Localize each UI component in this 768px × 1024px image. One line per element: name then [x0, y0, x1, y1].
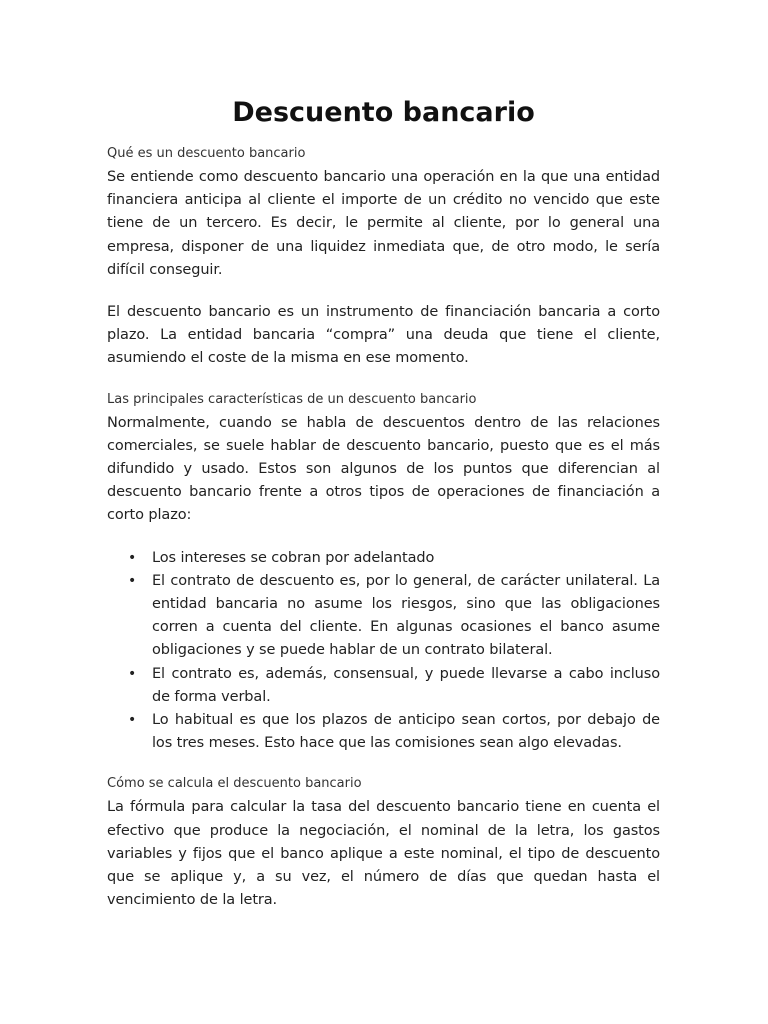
list-item	[128, 570, 660, 663]
bullet-icon: •	[128, 549, 137, 566]
section-como-se-calcula	[107, 774, 660, 912]
list-item	[128, 709, 660, 755]
list-item	[128, 547, 660, 570]
bullet-icon: •	[128, 665, 137, 682]
paragraph: El descuento bancario es un instrumento de financiación bancaria a corto plazo. La entidad bancaria “compra” una deuda que tiene el cliente, asumiendo el coste de la misma en ese momento.	[107, 304, 660, 367]
document-title: Descuento bancario	[232, 97, 535, 128]
list-item-text: El contrato es, además, consensual, y puede llevarse a cabo incluso de forma verbal.	[152, 665, 660, 705]
paragraph: Normalmente, cuando se habla de descuentos dentro de las relaciones comerciales, se suele hablar de descuento bancario, puesto que es el más difundido y usado. Estos son algunos de los puntos que diferencian al descuento bancario frente a otros tipos de operaciones de financiación a corto plazo:	[107, 414, 660, 524]
section-heading: Qué es un descuento bancario	[107, 146, 306, 161]
section-heading: Las principales características de un descuento bancario	[107, 391, 477, 407]
list-item-text: Lo habitual es que los plazos de anticipo sean cortos, por debajo de los tres meses. Esto hace que las comisiones sean algo elevadas.	[152, 712, 660, 752]
bullet-icon: •	[128, 572, 137, 589]
section-que-es	[107, 144, 660, 371]
section-heading: Cómo se calcula el descuento bancario	[107, 776, 362, 792]
paragraph: La fórmula para calcular la tasa del descuento bancario tiene en cuenta el efectivo que produce la negociación, el nominal de la letra, los gastos variables y fijos que el banco aplique a este nominal, el tipo de descuento que se aplique y, a su vez, el número de días que quedan hasta el vencimiento de la letra.	[107, 799, 660, 909]
section-caracteristicas	[107, 390, 660, 756]
bullet-icon: •	[128, 712, 137, 729]
document-page	[107, 96, 660, 931]
list-item-text: El contrato de descuento es, por lo general, de carácter unilateral. La entidad bancaria no asume los riesgos, sino que las obligaciones corren a cuenta del cliente. En algunas ocasiones el banco asume obligaciones y se puede hablar de un contrato bilateral.	[152, 572, 660, 659]
list-item-text: Los intereses se cobran por adelantado	[152, 549, 435, 566]
bullet-list	[107, 547, 660, 756]
list-item	[128, 663, 660, 709]
paragraph: Se entiende como descuento bancario una operación en la que una entidad financiera anticipa al cliente el importe de un crédito no vencido que este tiene de un tercero. Es decir, le permite al cliente, por lo general una empresa, disponer de una liquidez inmediata que, de otro modo, le sería difícil conseguir.	[107, 169, 660, 278]
